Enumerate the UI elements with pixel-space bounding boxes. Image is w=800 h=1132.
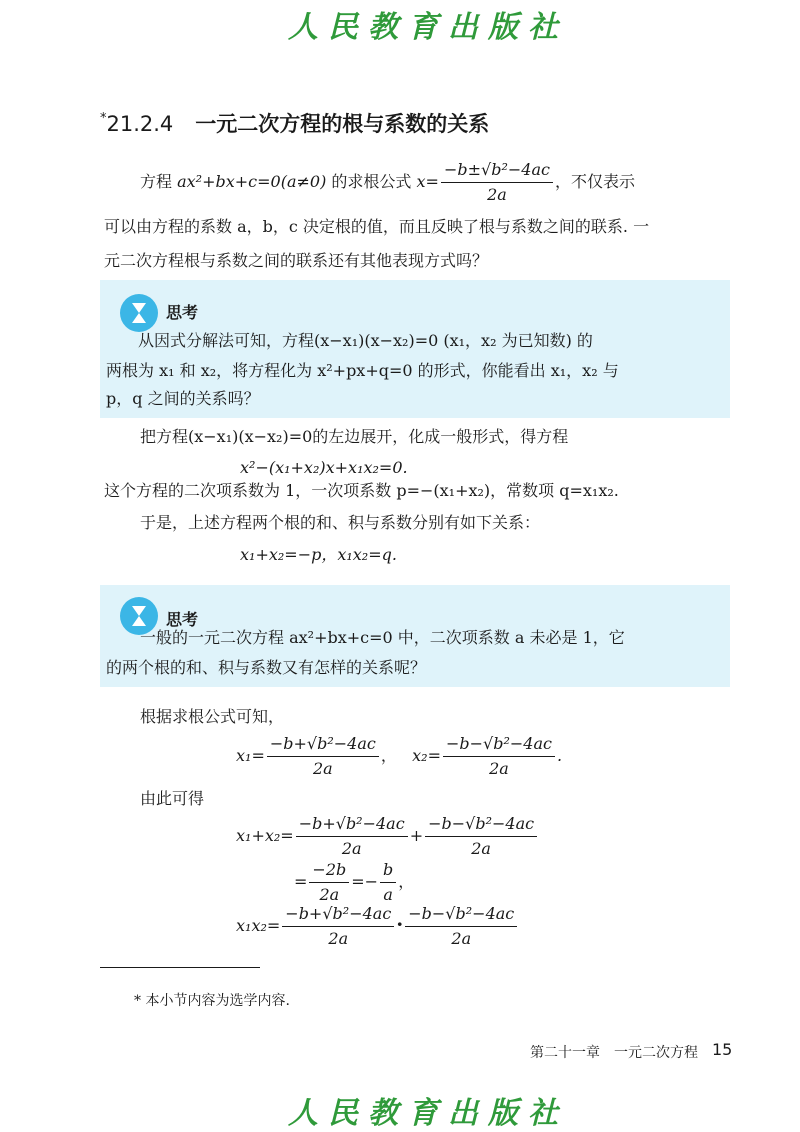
product-lhs: x₁x₂=	[236, 916, 281, 935]
sum-a-denominator: 2a	[341, 839, 362, 858]
intro-line-3: 元二次方程根与系数之间的联系还有其他表现方式吗？	[104, 251, 489, 270]
equals-minus: =−	[351, 872, 379, 891]
product-a-denominator: 2a	[328, 929, 349, 948]
x2-fraction	[443, 734, 555, 779]
x-equals: x=	[416, 172, 439, 191]
equals-sign: =	[294, 872, 308, 891]
plus-sign: +	[409, 826, 424, 845]
x1-denominator: 2a	[312, 759, 333, 778]
sum-simplify-line	[294, 860, 414, 905]
body1-line-1: 把方程(x−x₁)(x−x₂)=0的左边展开，化成一般形式，得方程	[140, 427, 569, 446]
intro-line-1	[140, 160, 635, 205]
step-numerator: −2b	[309, 860, 349, 883]
roots-formula-line	[236, 734, 562, 779]
product-line	[236, 904, 519, 949]
x1-numerator: −b+√b²−4ac	[267, 734, 379, 757]
x2-denominator: 2a	[489, 759, 509, 778]
x2-end: .	[556, 746, 563, 765]
final-fraction	[380, 860, 396, 905]
product-fraction-a	[282, 904, 394, 949]
x1-fraction	[267, 734, 379, 779]
x1-lhs: x₁=	[236, 746, 265, 765]
think1-line-1: 从因式分解法可知，方程(x−x₁)(x−x₂)=0 (x₁，x₂ 为已知数) 的	[138, 331, 593, 350]
times-dot: ·	[396, 912, 404, 936]
footnote-rule	[100, 967, 260, 968]
think-label-2: 思考	[166, 610, 199, 629]
sum-b-denominator: 2a	[471, 839, 491, 858]
think1-line-3: p，q 之间的关系吗？	[106, 389, 260, 408]
root-formula-numerator: −b±√b²−4ac	[441, 160, 553, 183]
expanded-equation: x²−(x₁+x₂)x+x₁x₂=0.	[240, 458, 408, 477]
step-fraction	[309, 860, 349, 905]
think1-line-2: 两根为 x₁ 和 x₂，将方程化为 x²+px+q=0 的形式，你能看出 x₁，x₂ 与	[106, 361, 619, 380]
sum-fraction-b	[425, 814, 537, 859]
body2-line-1: 根据求根公式可知，	[140, 707, 285, 726]
think-box-2	[100, 585, 730, 687]
separator: ，	[380, 746, 397, 765]
footer-chapter: 第二十一章 一元二次方程	[530, 1045, 698, 1061]
publisher-logo-bottom: 人民教育出版社	[288, 1096, 568, 1131]
sum-a-numerator: −b+√b²−4ac	[296, 814, 408, 837]
body2-line-2: 由此可得	[140, 789, 205, 808]
final-end: ，	[398, 872, 415, 891]
root-formula-denominator: 2a	[487, 185, 507, 204]
sum-line	[236, 814, 539, 859]
body1-line-3: 于是，上述方程两个根的和、积与系数分别有如下关系：	[140, 513, 541, 532]
intro-text-b: 的求根公式	[331, 172, 412, 191]
optional-star: *	[100, 111, 107, 126]
page-number: 15	[712, 1040, 733, 1059]
body1-line-2: 这个方程的二次项系数为 1，一次项系数 p=−(x₁+x₂)，常数项 q=x₁x₂.	[104, 481, 619, 500]
product-b-numerator: −b−√b²−4ac	[405, 904, 517, 927]
x2-lhs: x₂=	[412, 746, 441, 765]
intro-line-2: 可以由方程的系数 a，b，c 决定根的值，而且反映了根与系数之间的联系. 一	[104, 217, 650, 236]
section-number: 21.2.4	[106, 112, 174, 136]
footnote: * 本小节内容为选学内容.	[134, 993, 290, 1009]
sum-lhs: x₁+x₂=	[236, 826, 294, 845]
product-fraction-b	[405, 904, 517, 949]
think2-line-2: 的两个根的和、积与系数又有怎样的关系呢？	[106, 658, 427, 677]
intro-text-a: 方程	[140, 172, 173, 191]
publisher-logo-top: 人民教育出版社	[288, 10, 568, 45]
intro-text-c: ，不仅表示	[554, 172, 635, 191]
think-label-1: 思考	[166, 303, 199, 322]
final-numerator: b	[380, 860, 396, 883]
think2-line-1: 一般的一元二次方程 ax²+bx+c=0 中，二次项系数 a 未必是 1，它	[140, 628, 625, 647]
vieta-relations: x₁+x₂=−p，x₁x₂=q.	[240, 545, 397, 564]
product-b-denominator: 2a	[451, 929, 472, 948]
step-denominator: 2a	[319, 885, 340, 904]
sum-fraction-a	[296, 814, 408, 859]
x2-numerator: −b−√b²−4ac	[443, 734, 555, 757]
root-formula	[441, 160, 553, 205]
think-box-1	[100, 280, 730, 418]
section-title-text: 一元二次方程的根与系数的关系	[195, 112, 490, 136]
sum-b-numerator: −b−√b²−4ac	[425, 814, 537, 837]
product-a-numerator: −b+√b²−4ac	[282, 904, 394, 927]
section-title	[100, 108, 489, 138]
general-equation: ax²+bx+c=0(a≠0)	[177, 172, 327, 191]
final-denominator: a	[383, 885, 393, 904]
